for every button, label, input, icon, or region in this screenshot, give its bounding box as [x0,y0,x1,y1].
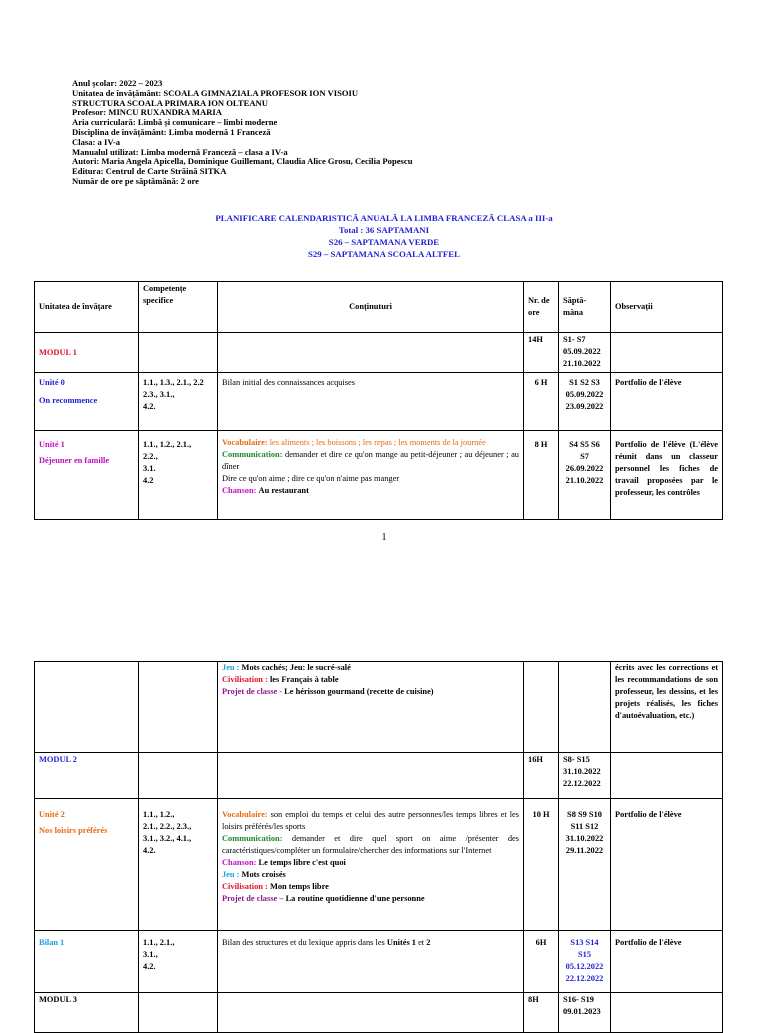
col-header-weeks: Săptă-mâna [559,282,611,333]
hours-cell: 8H [524,993,559,1033]
chanson-label: Chanson: [222,858,257,867]
vocab-label: Vocabulaire: [222,810,268,819]
page-gap [0,560,768,640]
weeks-cell: S16- S19 09.01.2023 [559,993,611,1033]
content-cell: Bilan des structures et du lexique appris dans les Unités 1 et 2 [218,931,524,993]
unit-subtitle: Nos loisirs préférés [39,826,108,835]
title-line: S26 – SAPTAMANA VERDE [328,237,440,247]
table-row-unite-0 [35,373,723,431]
modul-label: MODUL 3 [39,995,77,1004]
hours-cell: 14H [524,333,559,373]
table-row-modul-3 [35,993,723,1033]
document-title [0,212,768,260]
unit-subtitle: On recommence [39,396,98,405]
header-line: Autori: Maria Angela Apicella, Dominique Guillemant, Claudia Alice Grosu, Cecilia Popescu [72,156,413,167]
table-row-bilan-1 [35,931,723,993]
document-page-2 [0,640,768,1024]
observations-cell: Portfolio de l'élève (L'élève réunit dans un classeur personnel les fiches de travail proposées par le professeur, les contrôles [611,431,723,520]
header-line: Anul școlar: 2022 – 2023 [72,78,163,88]
competences-cell: 1.1., 1.2., 2.1., 2.2., 2.3., 3.1., 3.2., 4.1., 4.2. [139,799,218,931]
header-line: Unitatea de învățământ: SCOALA GIMNAZIALA PROFESOR ION VISOIU [72,87,359,98]
weeks-cell: S8 S9 S10 S11 S12 31.10.2022 29.11.2022 [559,799,611,931]
title-line: Total : 36 SAPTAMANI [338,225,430,235]
title-line: S29 – SAPTAMANA SCOALA ALTFEL [307,249,461,259]
table-header-row [35,282,723,333]
unit-label: Unité 1 [39,440,65,449]
unit-subtitle: Déjeuner en famille [39,456,110,465]
projet-label: Projet de classe – [222,894,284,903]
observations-cell: Portfolio de l'élève [611,931,723,993]
weeks-cell: S8- S15 31.10.2022 22.12.2022 [559,753,611,799]
header-line: STRUCTURA SCOALA PRIMARA ION OLTEANU [72,97,268,108]
weeks-cell: S1 S2 S3 05.09.2022 23.09.2022 [559,373,611,431]
weeks-cell: S13 S14 S15 05.12.2022 22.12.2022 [559,931,611,993]
unit-label: Unité 2 [39,810,65,819]
hours-cell: 10 H [524,799,559,931]
hours-cell: 16H [524,753,559,799]
table-row-modul-1 [35,333,723,373]
unit-label: Bilan 1 [39,938,65,947]
communication-label: Communication: [222,450,283,459]
observations-cell: Portfolio de l'élève [611,373,723,431]
col-header-content: Conținuturi [218,282,524,333]
hours-cell: 6H [524,931,559,993]
col-header-unit: Unitatea de învățare [35,282,139,333]
hours-cell: 8 H [524,431,559,520]
hours-cell: 6 H [524,373,559,431]
modul-label: MODUL 2 [39,755,77,764]
weeks-cell: S1- S7 05.09.2022 21.10.2022 [559,333,611,373]
table-row-unite-2 [35,799,723,931]
chanson-label: Chanson: [222,486,257,495]
communication-label: Communication: [222,834,283,843]
header-line: Profesor: MINCU RUXANDRA MARIA [72,107,222,118]
jeu-label: Jeu : [222,663,240,672]
civilisation-label: Civilisation : [222,882,268,891]
header-line: Clasa: a IV-a [72,136,121,147]
jeu-label: Jeu : [222,870,240,879]
table-row-unite-1-continued [35,662,723,753]
header-line: Editura: Centrul de Carte Străină SITKA [72,166,227,177]
col-header-competences: Competențe specifice [139,282,218,333]
header-line: Disciplina de învățământ: Limba modernă 1 Franceză [72,126,271,137]
competences-cell: 1.1., 1.3., 2.1., 2.2 2.3., 3.1., 4.2. [139,373,218,431]
col-header-observations: Observații [611,282,723,333]
observations-cell: Portfolio de l'élève [611,799,723,931]
vocab-label: Vocabulaire: [222,438,268,447]
observations-cell: écrits avec les corrections et les recommandations de son professeur, les dessins, et les projets réalisés, les fiches d'autoévaluation, etc.) [611,662,723,753]
competences-cell: 1.1., 2.1., 3.1., 4.2. [139,931,218,993]
planning-table-page-2 [34,661,723,1033]
projet-label: Projet de classe - [222,687,283,696]
table-row-unite-1 [35,431,723,520]
table-row-modul-2 [35,753,723,799]
planning-table-page-1 [34,281,723,520]
content-cell: Vocabulaire: les aliments ; les boissons ; les repas ; les moments de la journée Communication: demander et dire ce qu'on mange au petit-déjeuner ; au déjeuner ; au dîner Dire ce qu'on aime ; dire ce qu'on n'aime pas manger Chanson: Au restaurant [218,431,524,520]
header-line: Aria curriculară: Limbă și comunicare – limbi moderne [72,117,278,128]
content-cell: Jeu : Mots cachés; Jeu: le sucré-salé Civilisation : les Français à table Projet de classe - Le hérisson gourmand (recette de cuisine) [218,662,524,753]
weeks-cell: S4 S5 S6 S7 26.09.2022 21.10.2022 [559,431,611,520]
header-line: Manualul utilizat: Limba modernă Franceză – clasa a IV-a [72,146,288,157]
civilisation-label: Civilisation : [222,675,268,684]
header-block [72,79,412,187]
modul-label: MODUL 1 [39,347,77,357]
page-number: 1 [381,532,387,543]
header-line: Număr de ore pe săptămână: 2 ore [72,175,199,186]
content-cell: Vocabulaire: son emploi du temps et celui des autre personnes/les temps libres et les loisirs préférés/les sports Communication: demander et dire quel sport on aime /présenter des caractéristiques/compléter un formulaire/chercher des informations sur l'Internet Chanson: Le temps libre c'est quoi Jeu : Mots croisés Civilisation : Mon temps libre Projet de classe – La routine quotidienne d'une personne [218,799,524,931]
col-header-hours: Nr. de ore [524,282,559,333]
content-cell: Bilan initial des connaissances acquises [218,373,524,431]
competences-cell: 1.1., 1.2., 2.1., 2.2., 3.1. 4.2 [139,431,218,520]
unit-label: Unité 0 [39,378,65,387]
title-line: PLANIFICARE CALENDARISTICĂ ANUALĂ LA LIMBA FRANCEZĂ CLASA a III-a [215,213,553,223]
